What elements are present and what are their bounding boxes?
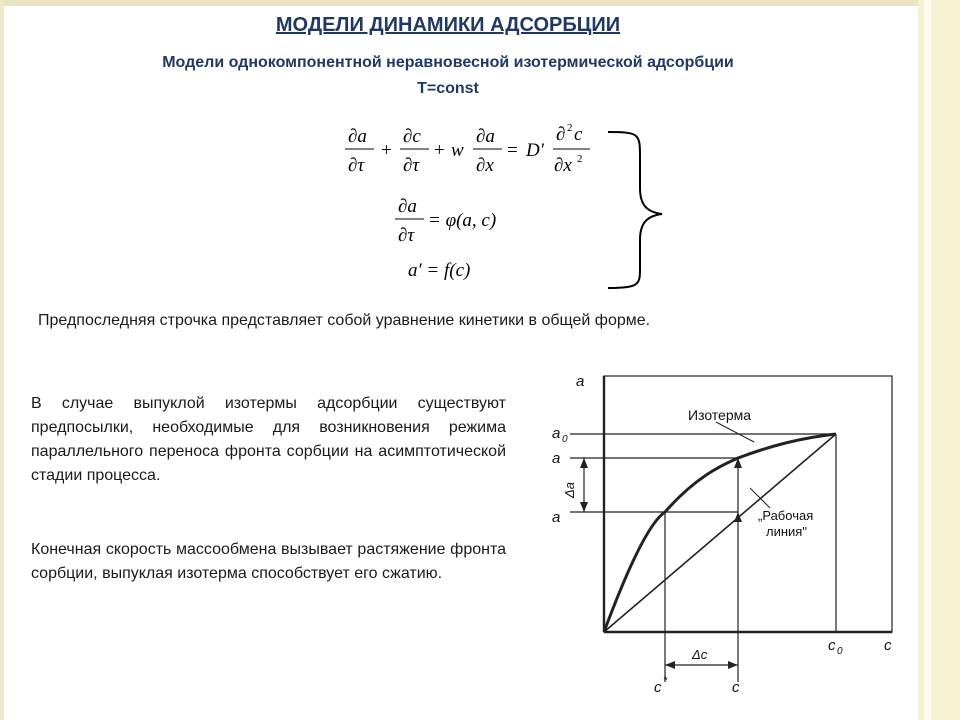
equation-2 [395, 196, 496, 246]
c-star-superscript: * [663, 675, 668, 687]
isotherm-label-leader [716, 422, 754, 442]
working-line-label-line-1: „Рабочая [758, 508, 814, 523]
paragraph-convex-isotherm: В случае выпуклой изотермы адсорбции существуют предпосылки, необходимые для возникновения режима параллельного переноса фронта сорбции на асимптотической стадии процесса. [31, 395, 506, 484]
eq1-term1-numerator: ∂a [348, 126, 367, 147]
isotherm-label: Изотерма [688, 407, 752, 423]
a-lower-label: a [552, 509, 561, 526]
eq2-rhs: = φ(a, c) [428, 210, 497, 231]
a0-label: a [552, 425, 561, 442]
isotherm-diagram [540, 362, 915, 714]
eq1-term1-denominator: ∂τ [348, 155, 365, 176]
a0-subscript: 0 [562, 434, 568, 445]
eq1-term4-denominator: ∂x [554, 155, 572, 176]
delta-c-arrow-right [728, 661, 738, 669]
eq1-plus-2: + [434, 140, 445, 161]
delta-a-label: Δa [562, 482, 577, 498]
eq1-D: D′ [526, 140, 544, 161]
eq1-plus-1: + [381, 140, 392, 161]
eq1-term2-denominator: ∂τ [403, 155, 420, 176]
working-line-label-line-2: линия" [766, 524, 807, 539]
slide-left-frame [0, 0, 4, 720]
x-axis-label: c [884, 637, 892, 654]
slide-subtitle: Модели однокомпонентной неравновесной изотермической адсорбции [162, 54, 734, 71]
paragraph-mass-transfer: Конечная скорость массообмена вызывает растяжение фронта сорбции, выпуклая изотерма способствует его сжатию. [31, 541, 506, 582]
eq1-term2-numerator: ∂c [403, 126, 421, 147]
eq2-denominator: ∂τ [398, 225, 415, 246]
delta-a-arrow-down [580, 502, 588, 512]
kinetics-note: Предпоследняя строчка представляет собой уравнение кинетики в общей форме. [38, 312, 651, 329]
c0-label: c [828, 637, 836, 654]
delta-c-label: Δc [692, 647, 708, 662]
working-point-arrow-down [734, 512, 742, 522]
eq1-term4-numerator-partial: ∂ [556, 124, 566, 145]
eq1-w: w [451, 140, 464, 161]
slide-right-strip-line [924, 0, 931, 720]
a-upper-label: a [552, 450, 561, 467]
slide-condition: T=const [417, 80, 479, 97]
eq1-equals: = [507, 140, 518, 161]
eq2-numerator: ∂a [398, 196, 417, 217]
slide-title: МОДЕЛИ ДИНАМИКИ АДСОРБЦИИ [275, 14, 621, 36]
eq1-term3-denominator: ∂x [476, 155, 494, 176]
slide-top-frame [0, 0, 918, 6]
eq1-term4-denominator-exponent: 2 [577, 153, 583, 165]
eq1-term4-numerator-exponent: 2 [567, 122, 573, 134]
eq1-term3-numerator: ∂a [476, 126, 495, 147]
c-star-label: c [654, 679, 662, 696]
y-axis-label: a [576, 373, 585, 390]
delta-a-arrow-up [580, 458, 588, 468]
eq1-term4-numerator-c: c [574, 124, 583, 145]
c0-subscript: 0 [837, 646, 843, 657]
system-brace [608, 132, 662, 288]
delta-c-arrow-left [665, 661, 675, 669]
equation-3: a′ = f(c) [408, 260, 471, 281]
equation-system [340, 118, 670, 290]
equation-1 [345, 122, 590, 176]
c-label: c [732, 679, 740, 696]
